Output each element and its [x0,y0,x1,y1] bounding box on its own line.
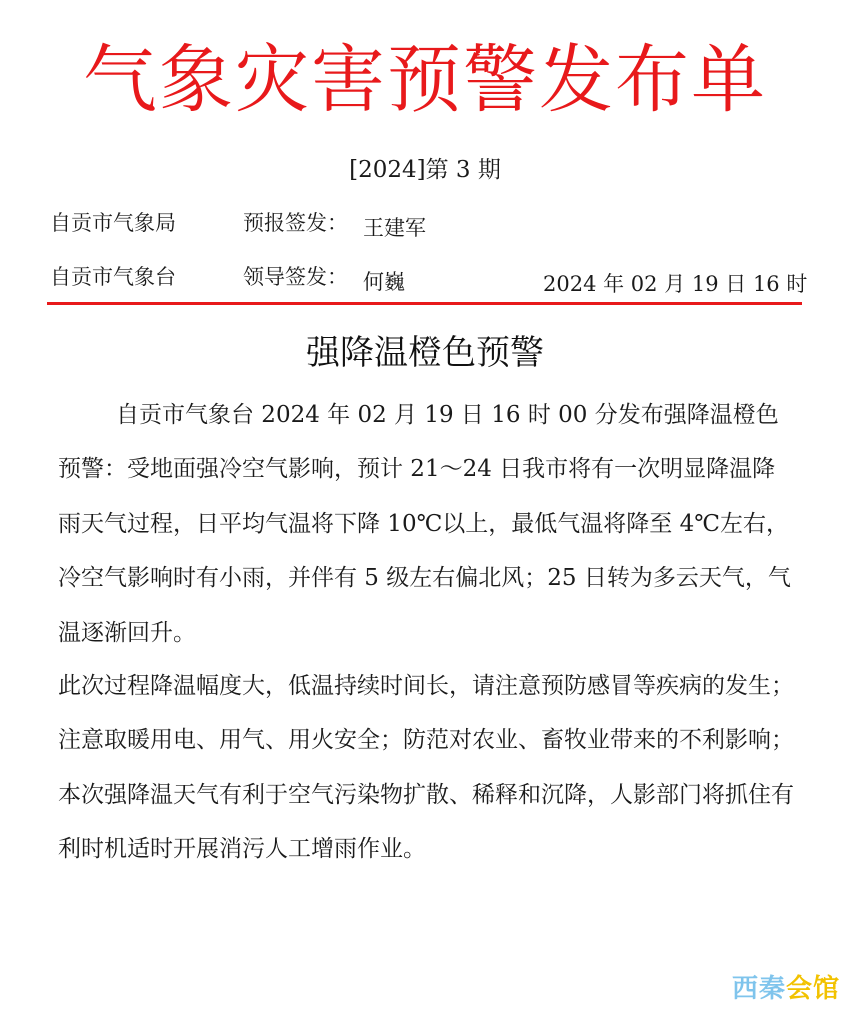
site-watermark-logo [732,973,840,1005]
issue-number: [2024]第 3 期 [349,157,501,183]
leader-signoff-label: 领导签发： [243,265,348,289]
issuer-observatory: 自贡市气象台 [50,265,176,289]
warning-title: 强降温橙色预警 [306,333,544,373]
watermark-part-2: 会馆 [785,974,840,1004]
issue-timestamp: 2024 年 02 月 19 日 16 时 [543,272,808,296]
forecast-signoff-label: 预报签发： [243,211,348,235]
issuer-bureau: 自贡市气象局 [50,211,176,235]
forecast-signoff-name: 王建军 [363,216,426,240]
bulletin-masthead-title: 气象灾害预警发布单 [83,37,767,123]
watermark-part-1: 西秦 [731,974,786,1004]
warning-body-paragraph-1: 自贡市气象台 2024 年 02 月 19 日 16 时 00 分发布强降温橙色预警：受地面强冷空气影响，预计 21～24 日我市将有一次明显降温降雨天气过程，日平均气温将下降 10℃以上，最低气温将降至 4℃左右，冷空气影响时有小雨，并伴有 5 级左右偏北风；25 日转为多云天气，气温逐渐回升。 [58,402,791,646]
red-divider-line [47,302,802,305]
warning-body-paragraph-2: 此次过程降温幅度大，低温持续时间长，请注意预防感冒等疾病的发生；注意取暖用电、用气、用火安全；防范对农业、畜牧业带来的不利影响；本次强降温天气有利于空气污染物扩散、稀释和沉降，人影部门将抓住有利时机适时开展消污人工增雨作业。 [58,673,794,863]
leader-signoff-name: 何巍 [363,270,405,294]
